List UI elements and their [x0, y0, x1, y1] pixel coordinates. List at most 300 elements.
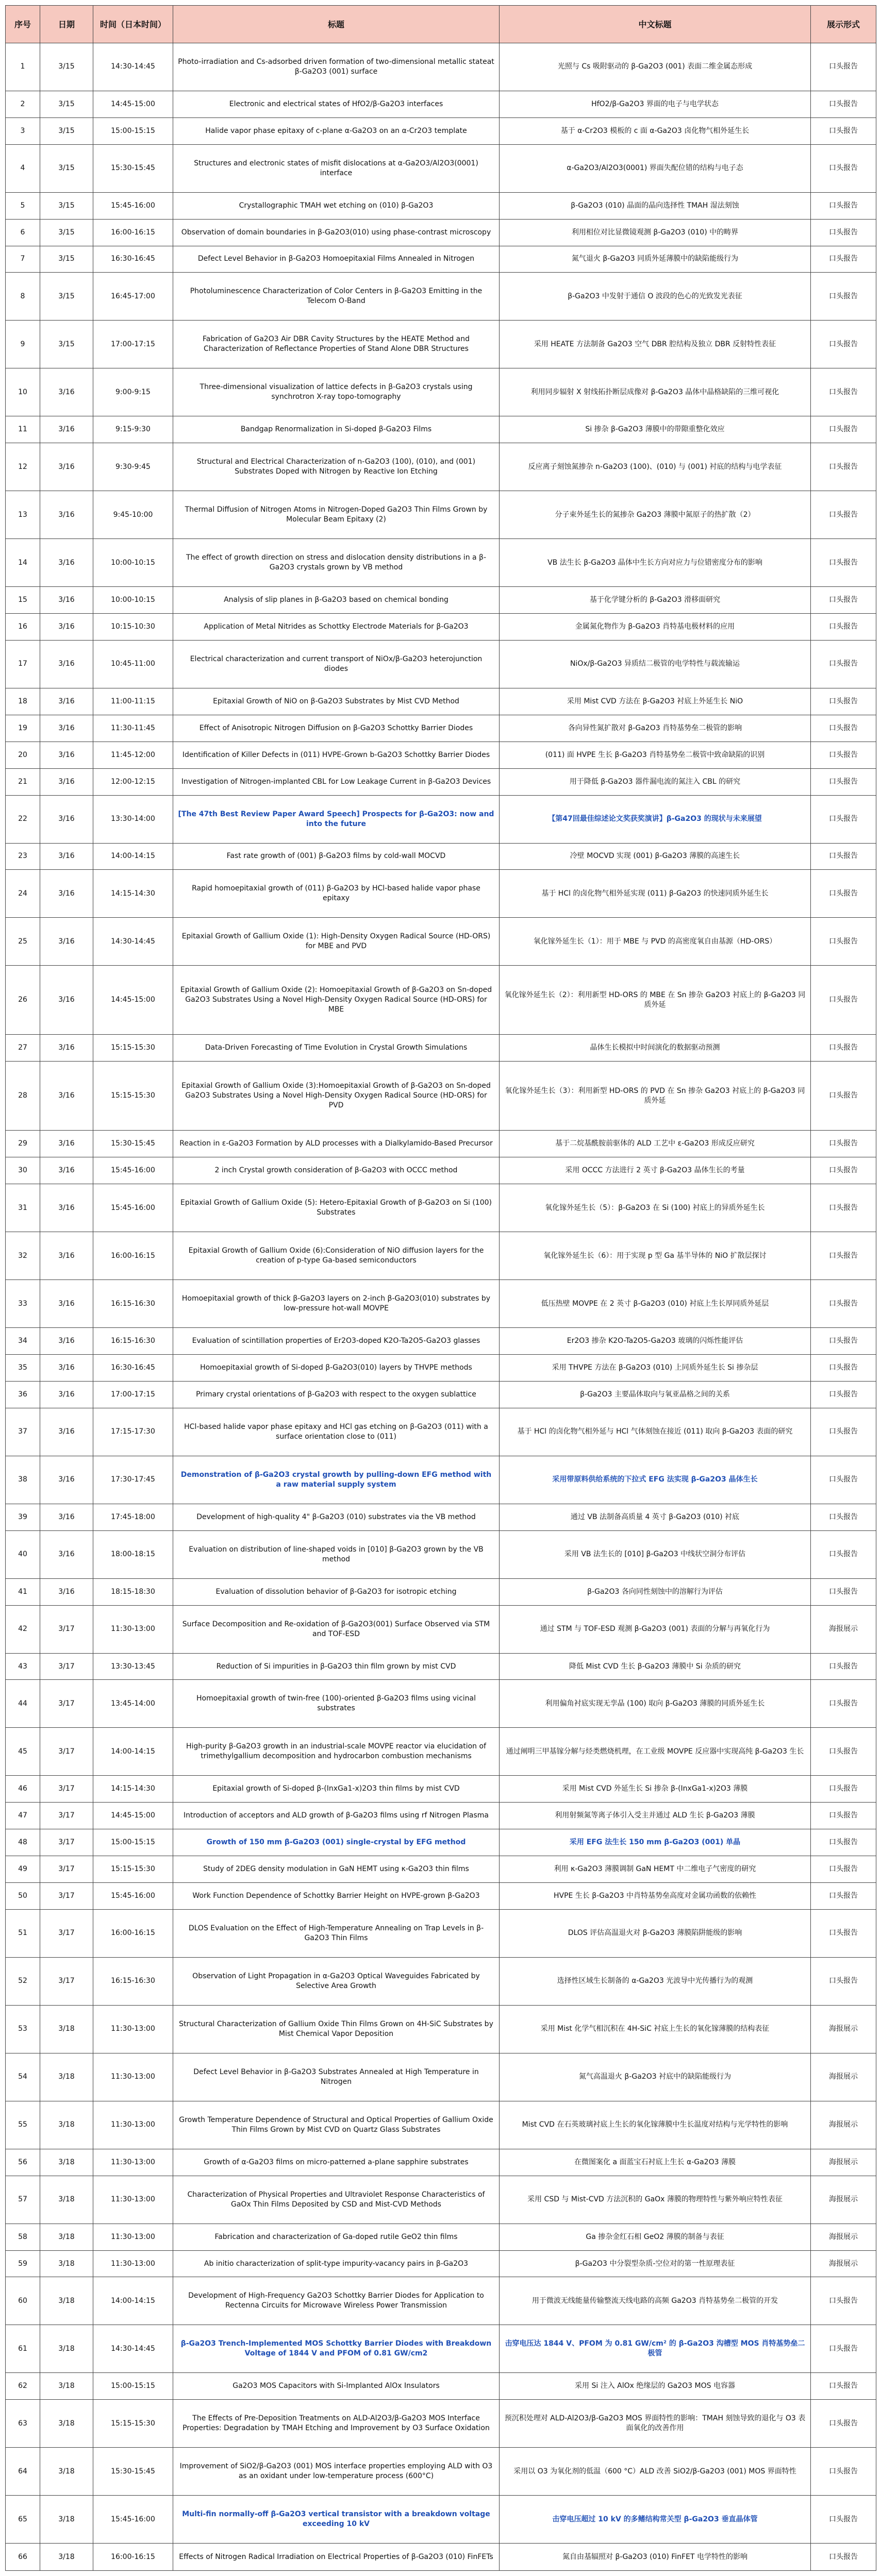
cell-title: Reduction of Si impurities in β-Ga2O3 thin film grown by mist CVD — [173, 1653, 500, 1680]
cell-chinese-title: VB 法生长 β-Ga2O3 晶体中生长方向对应力与位错密度分布的影响 — [500, 539, 811, 587]
cell-presentation-type: 口头报告 — [811, 2448, 876, 2496]
table-row — [6, 795, 876, 843]
table-row — [6, 1408, 876, 1456]
cell-presentation-type: 口头报告 — [811, 91, 876, 117]
cell-time: 13:30-14:00 — [93, 795, 173, 843]
cell-time: 11:30-13:00 — [93, 2250, 173, 2277]
cell-time: 15:00-15:15 — [93, 1829, 173, 1856]
cell-time: 10:45-11:00 — [93, 641, 173, 688]
cell-time: 9:15-9:30 — [93, 416, 173, 443]
cell-chinese-title: β-Ga2O3 各向同性刻蚀中的溶解行为评估 — [500, 1578, 811, 1605]
cell-date: 3/15 — [40, 321, 93, 368]
table-row — [6, 1157, 876, 1184]
cell-date: 3/17 — [40, 1957, 93, 2005]
cell-presentation-type: 口头报告 — [811, 1280, 876, 1328]
cell-chinese-title: 利用偏角衬底实现无孪晶 (100) 取向 β-Ga2O3 薄膜的同质外延生长 — [500, 1680, 811, 1728]
cell-title: Multi-fin normally-off β-Ga2O3 vertical transistor with a breakdown voltage exceeding 10 kV — [173, 2496, 500, 2544]
cell-title: Homoepitaxial growth of thick β-Ga2O3 layers on 2-inch β-Ga2O3(010) substrates by low-pressure hot-wall MOVPE — [173, 1280, 500, 1328]
table-row — [6, 1232, 876, 1280]
cell-title: Analysis of slip planes in β-Ga2O3 based on chemical bonding — [173, 587, 500, 614]
cell-presentation-type: 口头报告 — [811, 1456, 876, 1504]
cell-number: 6 — [6, 219, 40, 246]
cell-time: 15:45-16:00 — [93, 1882, 173, 1909]
cell-presentation-type: 口头报告 — [811, 966, 876, 1035]
cell-date: 3/16 — [40, 1530, 93, 1578]
cell-time: 17:00-17:15 — [93, 1381, 173, 1408]
cell-presentation-type: 口头报告 — [811, 1829, 876, 1856]
cell-time: 11:30-13:00 — [93, 2224, 173, 2250]
cell-chinese-title: 利用射频氮等离子体引入受主并通过 ALD 生长 β-Ga2O3 薄膜 — [500, 1803, 811, 1829]
cell-presentation-type: 口头报告 — [811, 1909, 876, 1957]
cell-title: Development of high-quality 4" β-Ga2O3 (010) substrates via the VB method — [173, 1504, 500, 1530]
cell-time: 9:00-9:15 — [93, 368, 173, 416]
cell-number: 43 — [6, 1653, 40, 1680]
header-no: 序号 — [6, 6, 40, 43]
cell-presentation-type: 海报展示 — [811, 2005, 876, 2053]
cell-number: 64 — [6, 2448, 40, 2496]
cell-date: 3/15 — [40, 144, 93, 192]
cell-chinese-title: 基于 HCl 的卤化物气相外延实现 (011) β-Ga2O3 的快速同质外延生长 — [500, 870, 811, 918]
cell-number: 33 — [6, 1280, 40, 1328]
cell-chinese-title: 各向异性氮扩散对 β-Ga2O3 肖特基势垒二极管的影响 — [500, 715, 811, 742]
cell-number: 48 — [6, 1829, 40, 1856]
cell-chinese-title: 利用同步辐射 X 射线拓扑断层成像对 β-Ga2O3 晶体中晶格缺陷的三维可视化 — [500, 368, 811, 416]
cell-date: 3/16 — [40, 539, 93, 587]
cell-chinese-title: 基于 HCl 的卤化物气相外延与 HCl 气体刻蚀在接近 (011) 取向 β-Ga2O3 表面的研究 — [500, 1408, 811, 1456]
cell-presentation-type: 口头报告 — [811, 117, 876, 144]
cell-date: 3/18 — [40, 2053, 93, 2101]
cell-chinese-title: HVPE 生长 β-Ga2O3 中肖特基势垒高度对金属功函数的依赖性 — [500, 1882, 811, 1909]
cell-chinese-title: 采用 THVPE 方法在 β-Ga2O3 (010) 上同质外延生长 Si 掺杂层 — [500, 1355, 811, 1382]
cell-number: 13 — [6, 491, 40, 539]
table-row — [6, 2250, 876, 2277]
cell-presentation-type: 口头报告 — [811, 1776, 876, 1803]
cell-time: 15:45-16:00 — [93, 192, 173, 219]
cell-presentation-type: 口头报告 — [811, 43, 876, 91]
cell-date: 3/17 — [40, 1882, 93, 1909]
cell-chinese-title: 采用 Mist CVD 外延生长 Si 掺杂 β-(InxGa1-x)2O3 薄膜 — [500, 1776, 811, 1803]
cell-number: 3 — [6, 117, 40, 144]
cell-chinese-title: 利用 κ-Ga2O3 薄膜调制 GaN HEMT 中二维电子气密度的研究 — [500, 1856, 811, 1883]
header-title: 标题 — [173, 6, 500, 43]
cell-title: Identification of Killer Defects in (011) HVPE-Grown b-Ga2O3 Schottky Barrier Diodes — [173, 742, 500, 768]
cell-chinese-title: 氧化镓外延生长（1）：用于 MBE 与 PVD 的高密度氧自由基源（HD-ORS） — [500, 918, 811, 966]
table-row — [6, 1856, 876, 1883]
cell-chinese-title: 低压热壁 MOVPE 在 2 英寸 β-Ga2O3 (010) 衬底上生长厚同质外延层 — [500, 1280, 811, 1328]
cell-date: 3/16 — [40, 1456, 93, 1504]
cell-presentation-type: 口头报告 — [811, 795, 876, 843]
cell-time: 16:00-16:15 — [93, 219, 173, 246]
table-row — [6, 1355, 876, 1382]
cell-presentation-type: 口头报告 — [811, 273, 876, 321]
cell-title: Epitaxial Growth of Gallium Oxide (6):Consideration of NiO diffusion layers for the creation of p-type Ga-based semiconductors — [173, 1232, 500, 1280]
cell-title: Bandgap Renormalization in Si-doped β-Ga2O3 Films — [173, 416, 500, 443]
cell-presentation-type: 口头报告 — [811, 1504, 876, 1530]
table-row — [6, 2101, 876, 2149]
cell-presentation-type: 口头报告 — [811, 1408, 876, 1456]
cell-title: Defect Level Behavior in β-Ga2O3 Homoepitaxial Films Annealed in Nitrogen — [173, 246, 500, 273]
cell-time: 17:15-17:30 — [93, 1408, 173, 1456]
cell-date: 3/16 — [40, 1035, 93, 1062]
cell-date: 3/18 — [40, 2101, 93, 2149]
table-row — [6, 2544, 876, 2571]
cell-date: 3/16 — [40, 1355, 93, 1382]
header-row — [6, 6, 876, 43]
table-row — [6, 2448, 876, 2496]
table-row — [6, 1131, 876, 1157]
cell-time: 11:30-13:00 — [93, 2005, 173, 2053]
cell-date: 3/16 — [40, 1184, 93, 1232]
cell-title: DLOS Evaluation on the Effect of High-Temperature Annealing on Trap Levels in β-Ga2O3 Thin Films — [173, 1909, 500, 1957]
table-row — [6, 2224, 876, 2250]
cell-presentation-type: 海报展示 — [811, 1605, 876, 1653]
cell-time: 9:45-10:00 — [93, 491, 173, 539]
cell-chinese-title: 氧化镓外延生长（3）：利用新型 HD-ORS 的 PVD 在 Sn 掺杂 Ga2O3 衬底上的 β-Ga2O3 同质外延 — [500, 1062, 811, 1131]
cell-number: 66 — [6, 2544, 40, 2571]
cell-time: 16:00-16:15 — [93, 1909, 173, 1957]
table-row — [6, 1882, 876, 1909]
cell-time: 11:00-11:15 — [93, 688, 173, 715]
cell-chinese-title: 基于 α-Cr2O3 模板的 c 面 α-Ga2O3 卤化物气相外延生长 — [500, 117, 811, 144]
table-row — [6, 1035, 876, 1062]
cell-time: 16:30-16:45 — [93, 246, 173, 273]
cell-chinese-title: DLOS 评估高温退火对 β-Ga2O3 薄膜陷阱能级的影响 — [500, 1909, 811, 1957]
cell-chinese-title: β-Ga2O3 (010) 晶面的晶向选择性 TMAH 湿法刻蚀 — [500, 192, 811, 219]
cell-date: 3/15 — [40, 117, 93, 144]
cell-number: 59 — [6, 2250, 40, 2277]
cell-title: Structures and electronic states of misfit dislocations at α-Ga2O3/Al2O3(0001) interface — [173, 144, 500, 192]
cell-date: 3/16 — [40, 1232, 93, 1280]
cell-presentation-type: 口头报告 — [811, 219, 876, 246]
cell-title: Epitaxial growth of Si-doped β-(InxGa1-x)2O3 thin films by mist CVD — [173, 1776, 500, 1803]
cell-number: 39 — [6, 1504, 40, 1530]
cell-title: Epitaxial Growth of Gallium Oxide (3):Homoepitaxial Growth of β-Ga2O3 on Sn-doped Ga2O3 Substrates Using a Novel High-Density Oxygen Radical Source (HD-ORS) for PVD — [173, 1062, 500, 1131]
cell-presentation-type: 海报展示 — [811, 2053, 876, 2101]
cell-time: 11:30-13:00 — [93, 1605, 173, 1653]
cell-chinese-title: Mist CVD 在石英玻璃衬底上生长的氧化镓薄膜中生长温度对结构与光学特性的影响 — [500, 2101, 811, 2149]
cell-number: 50 — [6, 1882, 40, 1909]
cell-title: The effect of growth direction on stress and dislocation density distributions in a β-Ga2O3 crystals grown by VB method — [173, 539, 500, 587]
cell-presentation-type: 口头报告 — [811, 843, 876, 870]
cell-time: 16:00-16:15 — [93, 2544, 173, 2571]
table-row — [6, 1062, 876, 1131]
cell-chinese-title: 氮气退火 β-Ga2O3 同质外延薄膜中的缺陷能级行为 — [500, 246, 811, 273]
table-row — [6, 614, 876, 641]
cell-number: 5 — [6, 192, 40, 219]
cell-date: 3/16 — [40, 491, 93, 539]
cell-chinese-title: 光照与 Cs 吸附驱动的 β-Ga2O3 (001) 表面二维金属态形成 — [500, 43, 811, 91]
cell-title: Epitaxial Growth of Gallium Oxide (1): High-Density Oxygen Radical Source (HD-ORS) for MBE and PVD — [173, 918, 500, 966]
cell-presentation-type: 口头报告 — [811, 688, 876, 715]
cell-number: 23 — [6, 843, 40, 870]
cell-presentation-type: 口头报告 — [811, 443, 876, 491]
table-row — [6, 1605, 876, 1653]
cell-number: 57 — [6, 2176, 40, 2224]
cell-number: 37 — [6, 1408, 40, 1456]
cell-title: Crystallographic TMAH wet etching on (010) β-Ga2O3 — [173, 192, 500, 219]
cell-chinese-title: 采用以 O3 为氧化剂的低温（600 °C）ALD 改善 SiO2/β-Ga2O3 (001) MOS 界面特性 — [500, 2448, 811, 2496]
schedule-table — [5, 5, 876, 2571]
cell-number: 2 — [6, 91, 40, 117]
cell-time: 16:45-17:00 — [93, 273, 173, 321]
cell-presentation-type: 海报展示 — [811, 2176, 876, 2224]
cell-date: 3/15 — [40, 219, 93, 246]
cell-number: 19 — [6, 715, 40, 742]
cell-time: 14:15-14:30 — [93, 1776, 173, 1803]
cell-date: 3/16 — [40, 368, 93, 416]
cell-number: 17 — [6, 641, 40, 688]
cell-presentation-type: 口头报告 — [811, 870, 876, 918]
cell-number: 4 — [6, 144, 40, 192]
cell-time: 11:30-13:00 — [93, 2149, 173, 2176]
cell-number: 52 — [6, 1957, 40, 2005]
cell-title: Homoepitaxial growth of twin-free (100)-oriented β-Ga2O3 films using vicinal substrates — [173, 1680, 500, 1728]
cell-title: High-purity β-Ga2O3 growth in an industrial-scale MOVPE reactor via elucidation of trimethylgallium decomposition and hydrocarbon combustion mechanisms — [173, 1728, 500, 1776]
table-row — [6, 1680, 876, 1728]
cell-chinese-title: 冷壁 MOCVD 实现 (001) β-Ga2O3 薄膜的高速生长 — [500, 843, 811, 870]
cell-number: 63 — [6, 2400, 40, 2448]
cell-time: 12:00-12:15 — [93, 768, 173, 795]
cell-time: 13:30-13:45 — [93, 1653, 173, 1680]
cell-number: 40 — [6, 1530, 40, 1578]
cell-title: [The 47th Best Review Paper Award Speech] Prospects for β-Ga2O3: now and into the future — [173, 795, 500, 843]
cell-number: 18 — [6, 688, 40, 715]
cell-title: Surface Decomposition and Re-oxidation of β-Ga2O3(001) Surface Observed via STM and TOF-ESD — [173, 1605, 500, 1653]
cell-time: 15:00-15:15 — [93, 2373, 173, 2400]
cell-title: Structural Characterization of Gallium Oxide Thin Films Grown on 4H-SiC Substrates by Mist Chemical Vapor Deposition — [173, 2005, 500, 2053]
cell-chinese-title: 金属氮化物作为 β-Ga2O3 肖特基电极材料的应用 — [500, 614, 811, 641]
table-row — [6, 1530, 876, 1578]
cell-presentation-type: 口头报告 — [811, 368, 876, 416]
cell-presentation-type: 口头报告 — [811, 1062, 876, 1131]
cell-title: The Effects of Pre-Deposition Treatments on ALD-Al2O3/β-Ga2O3 MOS Interface Properties: Degradation by TMAH Etching and Improvement by O3 Surface Oxidation — [173, 2400, 500, 2448]
table-row — [6, 843, 876, 870]
table-row — [6, 1184, 876, 1232]
cell-date: 3/18 — [40, 2005, 93, 2053]
table-row — [6, 1829, 876, 1856]
cell-number: 36 — [6, 1381, 40, 1408]
cell-chinese-title: 基于化学键分析的 β-Ga2O3 滑移面研究 — [500, 587, 811, 614]
cell-title: Effect of Anisotropic Nitrogen Diffusion on β-Ga2O3 Schottky Barrier Diodes — [173, 715, 500, 742]
cell-time: 11:30-13:00 — [93, 2101, 173, 2149]
table-row — [6, 1776, 876, 1803]
cell-title: Fast rate growth of (001) β-Ga2O3 films by cold-wall MOCVD — [173, 843, 500, 870]
cell-chinese-title: 通过 STM 与 TOF-ESD 观测 β-Ga2O3 (001) 表面的分解与再氧化行为 — [500, 1605, 811, 1653]
cell-number: 61 — [6, 2325, 40, 2373]
cell-date: 3/17 — [40, 1909, 93, 1957]
cell-chinese-title: 氮自由基辐照对 β-Ga2O3 (010) FinFET 电学特性的影响 — [500, 2544, 811, 2571]
cell-time: 16:15-16:30 — [93, 1280, 173, 1328]
cell-title: Thermal Diffusion of Nitrogen Atoms in Nitrogen-Doped Ga2O3 Thin Films Grown by Molecular Beam Epitaxy (2) — [173, 491, 500, 539]
cell-date: 3/16 — [40, 641, 93, 688]
cell-presentation-type: 口头报告 — [811, 742, 876, 768]
table-row — [6, 742, 876, 768]
cell-time: 11:30-13:00 — [93, 2053, 173, 2101]
cell-date: 3/17 — [40, 1856, 93, 1883]
cell-title: Halide vapor phase epitaxy of c-plane α-Ga2O3 on an α-Cr2O3 template — [173, 117, 500, 144]
cell-chinese-title: α-Ga2O3/Al2O3(0001) 界面失配位错的结构与电子态 — [500, 144, 811, 192]
cell-title: Fabrication of Ga2O3 Air DBR Cavity Structures by the HEATE Method and Characterization of Reflectance Properties of Stand Alone DBR Structures — [173, 321, 500, 368]
cell-time: 15:15-15:30 — [93, 1856, 173, 1883]
cell-time: 15:15-15:30 — [93, 2400, 173, 2448]
cell-title: Reaction in ε-Ga2O3 Formation by ALD processes with a Dialkylamido-Based Precursor — [173, 1131, 500, 1157]
cell-date: 3/16 — [40, 1328, 93, 1355]
cell-chinese-title: 氧化镓外延生长（5）：β-Ga2O3 在 Si (100) 衬底上的异质外延生长 — [500, 1184, 811, 1232]
cell-date: 3/17 — [40, 1653, 93, 1680]
cell-chinese-title: 采用 VB 法生长的 [010] β-Ga2O3 中线状空洞分布评估 — [500, 1530, 811, 1578]
cell-chinese-title: 选择性区域生长制备的 α-Ga2O3 光波导中光传播行为的观测 — [500, 1957, 811, 2005]
cell-chinese-title: 击穿电压超过 10 kV 的多鳍结构常关型 β-Ga2O3 垂直晶体管 — [500, 2496, 811, 2544]
cell-number: 27 — [6, 1035, 40, 1062]
cell-date: 3/16 — [40, 870, 93, 918]
table-row — [6, 91, 876, 117]
cell-number: 58 — [6, 2224, 40, 2250]
cell-date: 3/16 — [40, 688, 93, 715]
cell-number: 53 — [6, 2005, 40, 2053]
cell-chinese-title: 利用相位对比显微镜观测 β-Ga2O3 (010) 中的畴界 — [500, 219, 811, 246]
cell-date: 3/18 — [40, 2224, 93, 2250]
cell-title: Evaluation of scintillation properties of Er2O3-doped K2O-Ta2O5-Ga2O3 glasses — [173, 1328, 500, 1355]
table-row — [6, 1909, 876, 1957]
header-chinese-title: 中文标题 — [500, 6, 811, 43]
cell-time: 15:45-16:00 — [93, 2496, 173, 2544]
table-row — [6, 966, 876, 1035]
cell-presentation-type: 口头报告 — [811, 641, 876, 688]
cell-presentation-type: 口头报告 — [811, 1328, 876, 1355]
cell-presentation-type: 口头报告 — [811, 2496, 876, 2544]
cell-chinese-title: 采用 Mist CVD 方法在 β-Ga2O3 衬底上外延生长 NiO — [500, 688, 811, 715]
cell-title: Introduction of acceptors and ALD growth of β-Ga2O3 films using rf Nitrogen Plasma — [173, 1803, 500, 1829]
cell-title: Application of Metal Nitrides as Schottky Electrode Materials for β-Ga2O3 — [173, 614, 500, 641]
cell-presentation-type: 口头报告 — [811, 2325, 876, 2373]
cell-presentation-type: 口头报告 — [811, 587, 876, 614]
cell-chinese-title: 【第47回最佳综述论文奖获奖演讲】β-Ga2O3 的现状与未来展望 — [500, 795, 811, 843]
cell-chinese-title: 用于降低 β-Ga2O3 器件漏电流的氮注入 CBL 的研究 — [500, 768, 811, 795]
cell-date: 3/16 — [40, 1381, 93, 1408]
table-row — [6, 2373, 876, 2400]
table-row — [6, 1280, 876, 1328]
cell-date: 3/16 — [40, 742, 93, 768]
cell-date: 3/18 — [40, 2149, 93, 2176]
cell-title: Structural and Electrical Characterization of n-Ga2O3 (100), (010), and (001) Substrates Doped with Nitrogen by Reactive Ion Etching — [173, 443, 500, 491]
cell-number: 47 — [6, 1803, 40, 1829]
table-row — [6, 768, 876, 795]
cell-date: 3/17 — [40, 1728, 93, 1776]
cell-time: 11:30-13:00 — [93, 2176, 173, 2224]
cell-time: 17:45-18:00 — [93, 1504, 173, 1530]
cell-number: 38 — [6, 1456, 40, 1504]
cell-presentation-type: 口头报告 — [811, 144, 876, 192]
cell-chinese-title: 采用 Mist 化学气相沉积在 4H-SiC 衬底上生长的氧化镓薄膜的结构表征 — [500, 2005, 811, 2053]
cell-presentation-type: 口头报告 — [811, 491, 876, 539]
cell-chinese-title: 氧化镓外延生长（6）：用于实现 p 型 Ga 基半导体的 NiO 扩散层探讨 — [500, 1232, 811, 1280]
cell-number: 16 — [6, 614, 40, 641]
cell-presentation-type: 口头报告 — [811, 2400, 876, 2448]
cell-number: 41 — [6, 1578, 40, 1605]
cell-presentation-type: 口头报告 — [811, 321, 876, 368]
cell-date: 3/16 — [40, 1280, 93, 1328]
table-row — [6, 246, 876, 273]
cell-presentation-type: 口头报告 — [811, 1728, 876, 1776]
cell-number: 56 — [6, 2149, 40, 2176]
cell-number: 21 — [6, 768, 40, 795]
cell-chinese-title: β-Ga2O3 主要晶体取向与氧亚晶格之间的关系 — [500, 1381, 811, 1408]
cell-date: 3/18 — [40, 2250, 93, 2277]
cell-title: Study of 2DEG density modulation in GaN HEMT using κ-Ga2O3 thin films — [173, 1856, 500, 1883]
cell-presentation-type: 口头报告 — [811, 539, 876, 587]
cell-date: 3/16 — [40, 843, 93, 870]
cell-presentation-type: 海报展示 — [811, 2101, 876, 2149]
cell-date: 3/15 — [40, 246, 93, 273]
table-row — [6, 1803, 876, 1829]
cell-presentation-type: 口头报告 — [811, 1530, 876, 1578]
cell-chinese-title: HfO2/β-Ga2O3 界面的电子与电学状态 — [500, 91, 811, 117]
cell-date: 3/18 — [40, 2176, 93, 2224]
cell-number: 60 — [6, 2277, 40, 2325]
cell-number: 45 — [6, 1728, 40, 1776]
cell-chinese-title: 在微图案化 a 面蓝宝石衬底上生长 α-Ga2O3 薄膜 — [500, 2149, 811, 2176]
cell-number: 14 — [6, 539, 40, 587]
cell-title: Electrical characterization and current transport of NiOx/β-Ga2O3 heterojunction diodes — [173, 641, 500, 688]
cell-presentation-type: 口头报告 — [811, 1680, 876, 1728]
cell-time: 16:15-16:30 — [93, 1328, 173, 1355]
cell-presentation-type: 海报展示 — [811, 2250, 876, 2277]
cell-date: 3/16 — [40, 587, 93, 614]
cell-presentation-type: 口头报告 — [811, 192, 876, 219]
cell-date: 3/16 — [40, 1408, 93, 1456]
table-row — [6, 2053, 876, 2101]
cell-chinese-title: 通过阐明三甲基镓分解与烃类燃烧机理，在工业级 MOVPE 反应器中实现高纯 β-Ga2O3 生长 — [500, 1728, 811, 1776]
cell-chinese-title: 通过 VB 法制备高质量 4 英寸 β-Ga2O3 (010) 衬底 — [500, 1504, 811, 1530]
table-row — [6, 1381, 876, 1408]
table-row — [6, 918, 876, 966]
cell-chinese-title: 击穿电压达 1844 V、PFOM 为 0.81 GW/cm² 的 β-Ga2O3 沟槽型 MOS 肖特基势垒二极管 — [500, 2325, 811, 2373]
cell-number: 32 — [6, 1232, 40, 1280]
cell-number: 8 — [6, 273, 40, 321]
cell-presentation-type: 口头报告 — [811, 1578, 876, 1605]
cell-title: Epitaxial Growth of NiO on β-Ga2O3 Substrates by Mist CVD Method — [173, 688, 500, 715]
cell-time: 18:15-18:30 — [93, 1578, 173, 1605]
cell-time: 15:15-15:30 — [93, 1062, 173, 1131]
cell-title: Demonstration of β-Ga2O3 crystal growth by pulling-down EFG method with a raw material supply system — [173, 1456, 500, 1504]
cell-time: 9:30-9:45 — [93, 443, 173, 491]
cell-chinese-title: β-Ga2O3 中发射于通信 O 波段的色心的光致发光表征 — [500, 273, 811, 321]
cell-date: 3/15 — [40, 91, 93, 117]
cell-title: Growth Temperature Dependence of Structural and Optical Properties of Gallium Oxide Thin Films Grown by Mist CVD on Quartz Glass Substrates — [173, 2101, 500, 2149]
cell-title: Primary crystal orientations of β-Ga2O3 with respect to the oxygen sublattice — [173, 1381, 500, 1408]
cell-time: 15:45-16:00 — [93, 1184, 173, 1232]
cell-presentation-type: 口头报告 — [811, 768, 876, 795]
cell-title: Evaluation on distribution of line-shaped voids in [010] β-Ga2O3 grown by the VB method — [173, 1530, 500, 1578]
cell-time: 10:00-10:15 — [93, 539, 173, 587]
cell-date: 3/16 — [40, 768, 93, 795]
cell-presentation-type: 口头报告 — [811, 1381, 876, 1408]
cell-number: 15 — [6, 587, 40, 614]
cell-number: 10 — [6, 368, 40, 416]
cell-number: 30 — [6, 1157, 40, 1184]
cell-date: 3/18 — [40, 2373, 93, 2400]
cell-title: Fabrication and characterization of Ga-doped rutile GeO2 thin films — [173, 2224, 500, 2250]
cell-title: Growth of α-Ga2O3 films on micro-patterned a-plane sapphire substrates — [173, 2149, 500, 2176]
cell-date: 3/16 — [40, 715, 93, 742]
table-row — [6, 144, 876, 192]
cell-title: Work Function Dependence of Schottky Barrier Height on HVPE-grown β-Ga2O3 — [173, 1882, 500, 1909]
cell-number: 24 — [6, 870, 40, 918]
table-row — [6, 715, 876, 742]
cell-time: 14:45-15:00 — [93, 966, 173, 1035]
table-row — [6, 2005, 876, 2053]
table-row — [6, 870, 876, 918]
